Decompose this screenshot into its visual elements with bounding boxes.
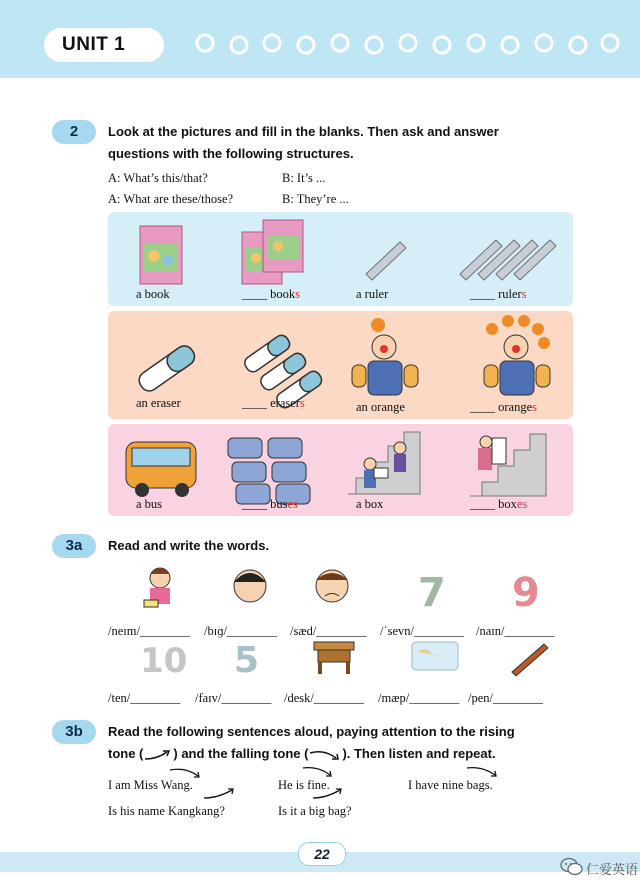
rising-tone-arrow-icon xyxy=(143,749,173,761)
phonetic-pen: /pen/________ xyxy=(468,691,543,705)
fill-blank-buses[interactable]: ____ buses xyxy=(242,497,298,511)
label-a-box: a box xyxy=(356,497,384,511)
book-illustration xyxy=(140,226,182,284)
fill-blank-oranges[interactable]: ____ oranges xyxy=(470,400,538,414)
clown-oranges-illustration xyxy=(484,315,550,395)
rulers-illustration xyxy=(460,240,556,280)
sentence-3: I have nine bags. xyxy=(408,778,493,792)
pattern-question-2: A: What are these/those? xyxy=(108,192,234,206)
map-illustration xyxy=(412,642,458,670)
phonetic-sad: /sæd/________ xyxy=(290,624,367,638)
phonetic-maep: /mæp/________ xyxy=(378,691,460,705)
number-nine-illustration: 9 xyxy=(512,570,540,616)
fill-blank-boxes[interactable]: ____ boxes xyxy=(470,497,528,511)
picture-panel-1 xyxy=(108,212,573,306)
buses-illustration xyxy=(228,438,310,504)
pen-illustration xyxy=(512,644,548,676)
sentence-4: Is his name Kangkang? xyxy=(108,804,225,818)
label-a-book: a book xyxy=(136,287,170,301)
pattern-answer-2: B: They’re ... xyxy=(282,192,349,206)
pattern-question-1: A: What’s this/that? xyxy=(108,171,208,185)
section-3a-badge: 3a xyxy=(52,534,96,558)
label-an-eraser: an eraser xyxy=(136,396,181,410)
girl-name-tag-illustration xyxy=(144,568,170,607)
desk-illustration xyxy=(314,642,354,674)
picture-panel-2 xyxy=(108,311,573,419)
boy-face-illustration xyxy=(234,570,266,602)
sentence-2: He is fine. xyxy=(278,778,330,792)
bus-illustration xyxy=(126,442,196,497)
phonetic-ten: /ten/________ xyxy=(108,691,181,705)
phonetic-neim: /neɪm/________ xyxy=(108,624,190,638)
box-illustration xyxy=(348,432,420,494)
section-2-instruction-line2: questions with the following structures. xyxy=(108,146,354,161)
wechat-icon xyxy=(560,856,584,878)
section-3b-badge: 3b xyxy=(52,720,96,744)
label-a-ruler: a ruler xyxy=(356,287,389,301)
number-five-illustration: 5 xyxy=(234,640,260,681)
watermark-text: 仁爱英语 xyxy=(586,863,639,878)
eraser-illustration xyxy=(136,342,198,394)
pattern-answer-1: B: It’s ... xyxy=(282,171,326,185)
section-2-badge: 2 xyxy=(52,120,96,144)
clown-orange-illustration xyxy=(352,318,418,395)
sad-face-illustration xyxy=(316,570,348,602)
sentence-1: I am Miss Wang. xyxy=(108,778,193,792)
sentence-5: Is it a big bag? xyxy=(278,804,352,818)
fill-blank-erasers[interactable]: ____ erasers xyxy=(242,396,305,410)
books-illustration xyxy=(242,220,303,284)
phonetic-big: /bɪɡ/________ xyxy=(204,624,277,638)
section-2-instruction-line1: Look at the pictures and fill in the blanks. Then ask and answer xyxy=(108,124,499,139)
unit-title: UNIT 1 xyxy=(62,34,126,55)
page-number: 22 xyxy=(298,842,346,866)
number-seven-illustration: 7 xyxy=(418,570,446,616)
phonetic-sevn: /ˈsevn/________ xyxy=(380,624,465,638)
fill-blank-books[interactable]: ____ books xyxy=(242,287,300,301)
section-3a-instruction: Read and write the words. xyxy=(108,538,270,553)
fill-blank-rulers[interactable]: ____ rulers xyxy=(470,287,527,301)
ruler-illustration xyxy=(366,242,406,280)
section-3b-instruction-line1: Read the following sentences aloud, paying attention to the rising xyxy=(108,724,515,739)
phonetic-desk: /desk/________ xyxy=(284,691,364,705)
phonetic-nain: /naɪn/________ xyxy=(476,624,555,638)
number-ten-illustration: 10 xyxy=(140,641,188,681)
label-an-orange: an orange xyxy=(356,400,405,414)
boxes-illustration xyxy=(470,434,546,496)
section-3b-instruction-line2: tone ( ) and the falling tone ( ). Then listen and repeat. xyxy=(108,746,496,761)
falling-tone-arrow-icon xyxy=(308,749,342,761)
label-a-bus: a bus xyxy=(136,497,163,511)
picture-panel-3 xyxy=(108,424,573,516)
phonetic-faiv: /faɪv/________ xyxy=(195,691,272,705)
